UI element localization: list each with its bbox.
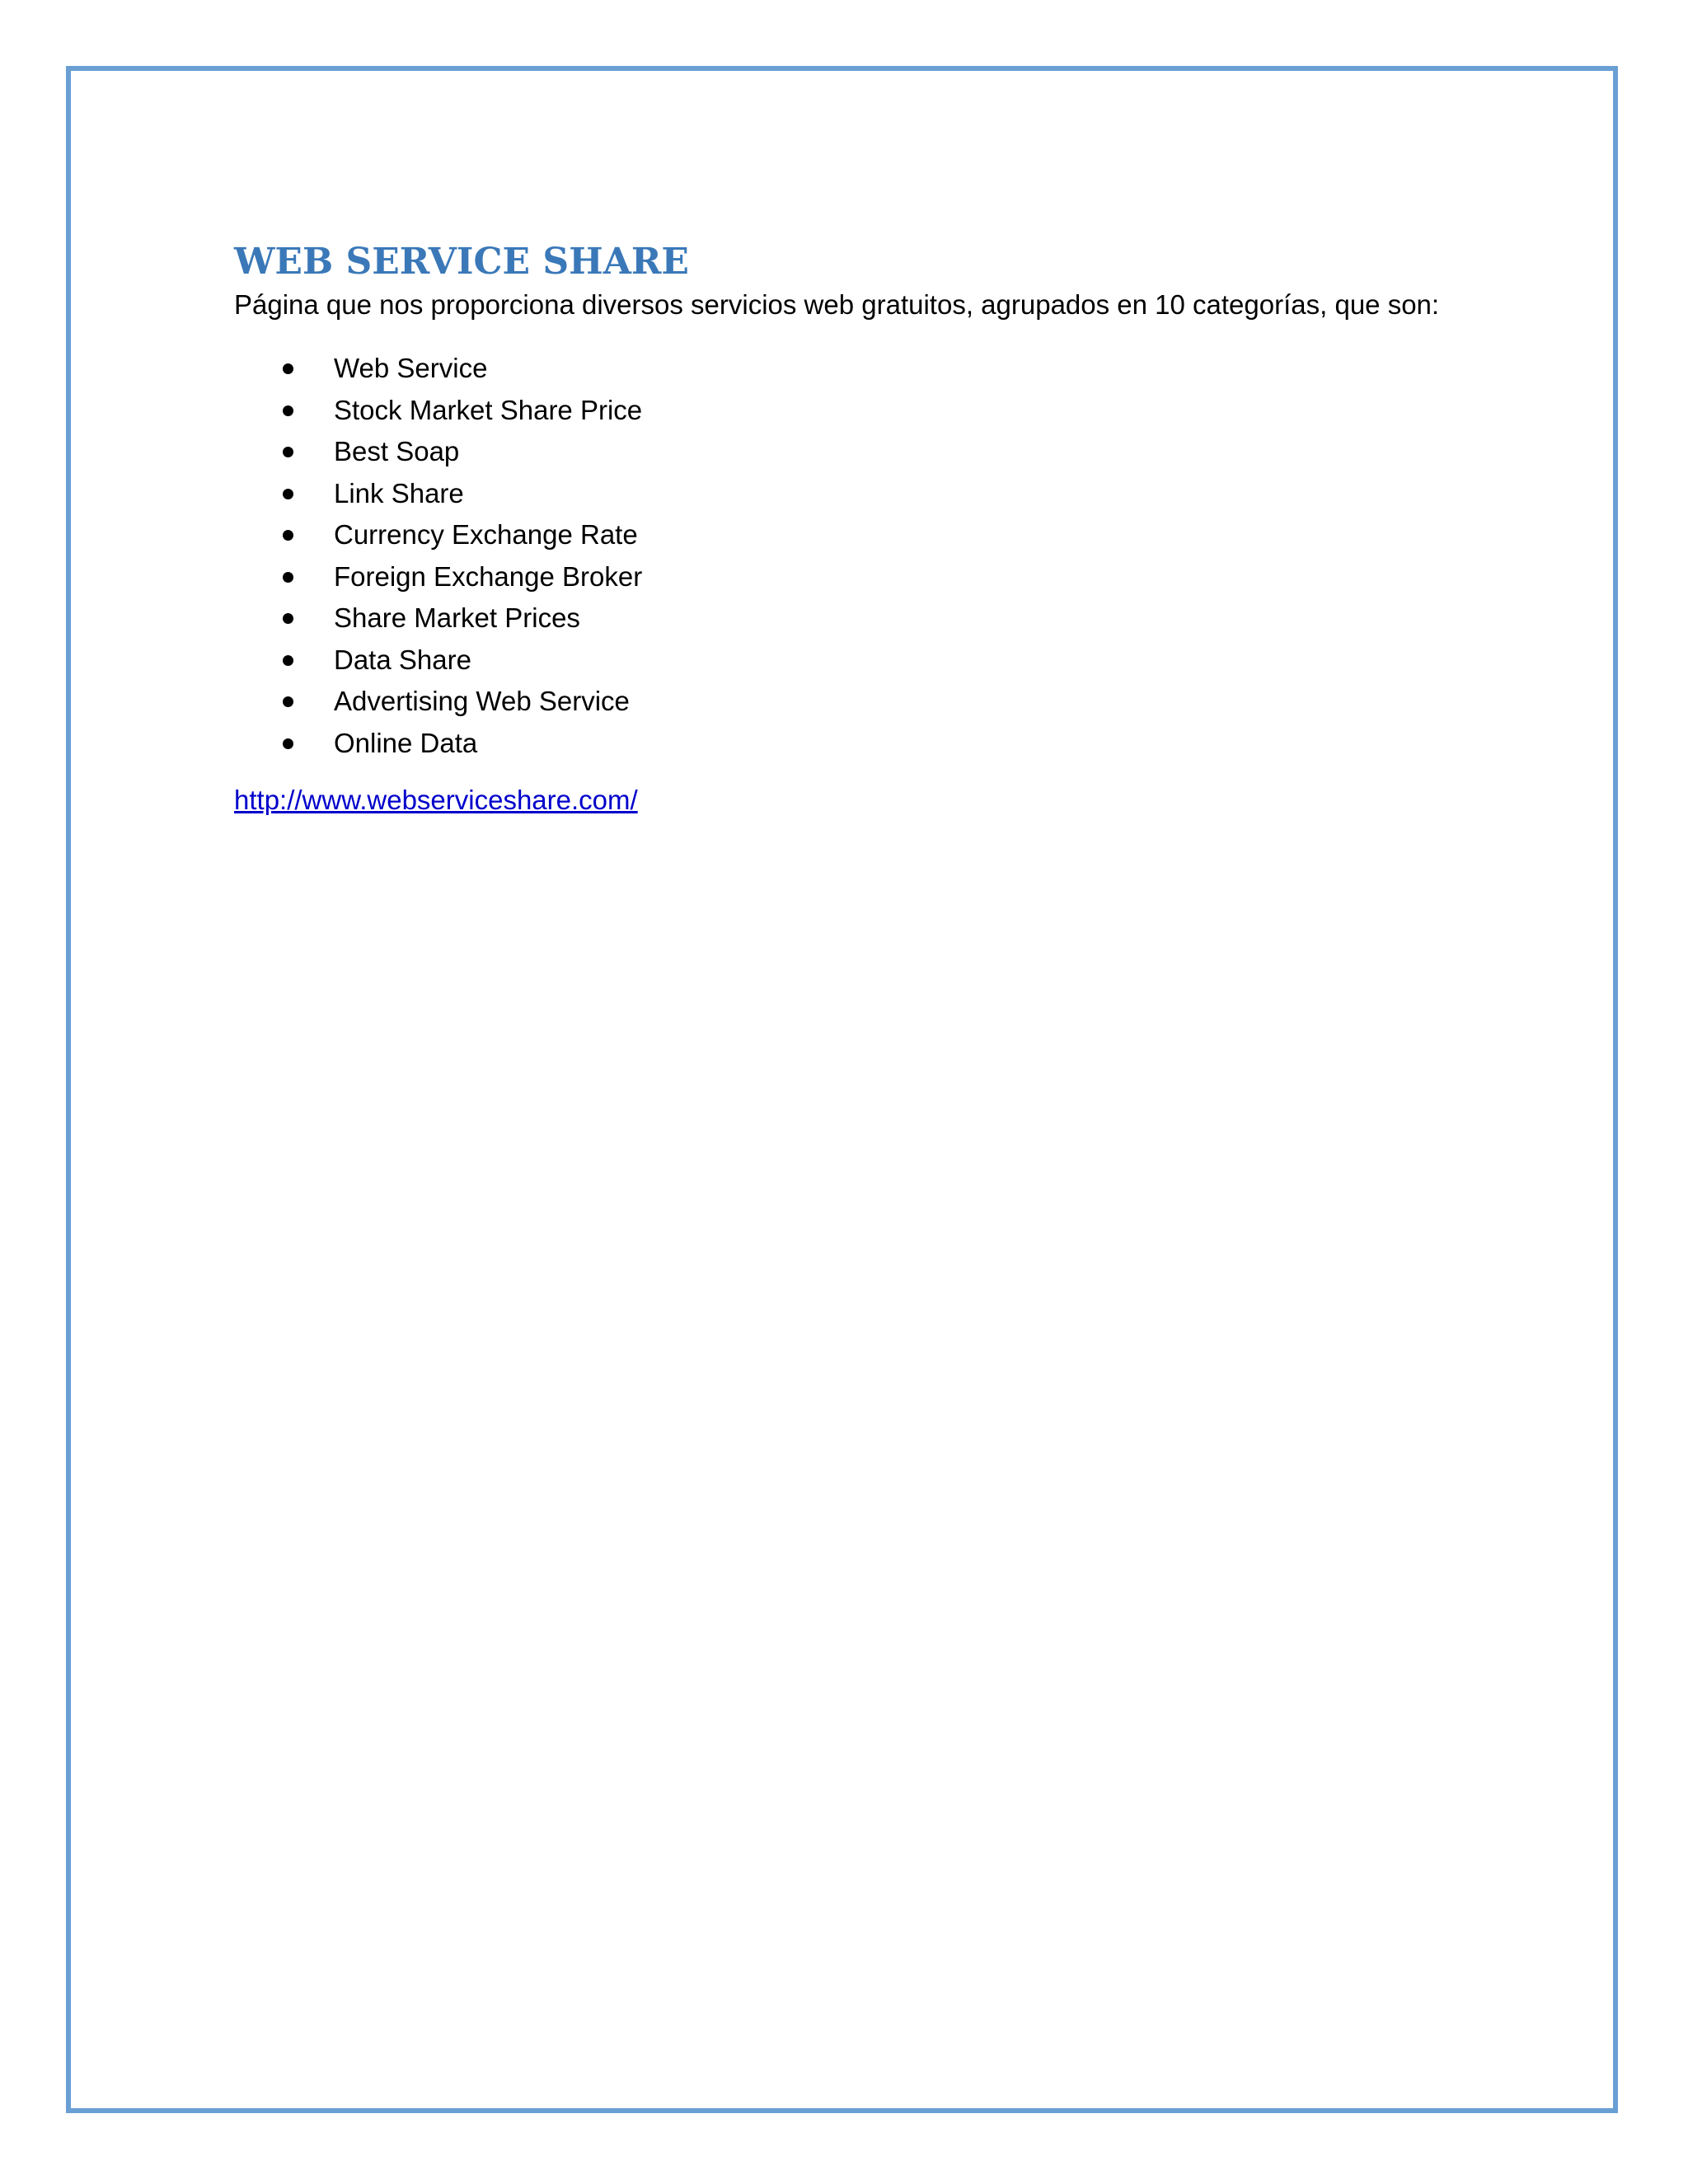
list-item	[234, 640, 1553, 682]
list-item	[234, 431, 1553, 473]
list-item	[234, 556, 1553, 598]
list-item	[234, 723, 1553, 765]
list-item-label: Data Share	[334, 644, 471, 675]
list-item	[234, 348, 1553, 390]
list-item-label: Stock Market Share Price	[334, 394, 643, 425]
bullet-icon	[283, 447, 293, 457]
list-item-label: Share Market Prices	[334, 602, 580, 633]
list-item-label: Best Soap	[334, 436, 460, 466]
category-list	[234, 348, 1553, 764]
bullet-icon	[283, 613, 293, 624]
bullet-icon	[283, 572, 293, 583]
list-item-label: Advertising Web Service	[334, 686, 630, 716]
bullet-icon	[283, 738, 293, 749]
list-item	[234, 390, 1553, 432]
list-item	[234, 473, 1553, 515]
bullet-icon	[283, 530, 293, 541]
document-body	[234, 239, 1553, 818]
bullet-icon	[283, 363, 293, 374]
bullet-icon	[283, 696, 293, 707]
bullet-icon	[283, 405, 293, 416]
list-item	[234, 598, 1553, 640]
website-link[interactable]: http://www.webserviceshare.com/	[234, 785, 638, 815]
list-item-label: Currency Exchange Rate	[334, 519, 638, 550]
list-item-label: Foreign Exchange Broker	[334, 560, 643, 592]
list-item-label: Web Service	[334, 353, 488, 383]
list-item-label: Online Data	[334, 727, 478, 758]
list-item-label: Link Share	[334, 477, 464, 509]
page-title: WEB SERVICE SHARE	[234, 241, 689, 283]
bullet-icon	[283, 655, 293, 666]
list-item	[234, 514, 1553, 556]
list-item	[234, 681, 1553, 723]
bullet-icon	[283, 489, 293, 499]
intro-paragraph: Página que nos proporciona diversos servicios web gratuitos, agrupados en 10 categorías, que son:	[234, 289, 1440, 320]
